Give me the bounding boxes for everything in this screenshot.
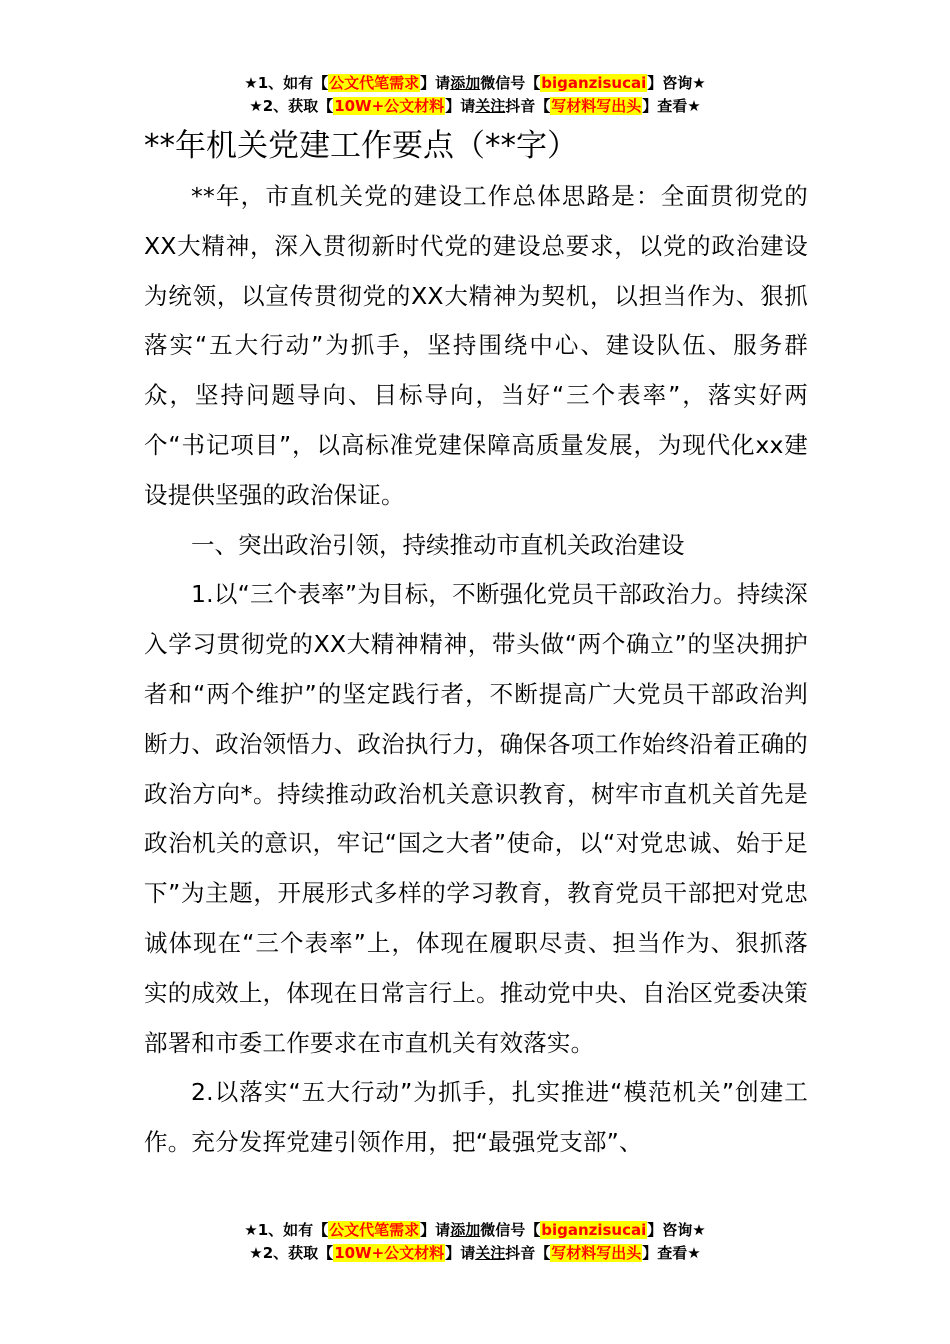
banner-text: 】请 bbox=[445, 1244, 476, 1262]
banner-text: 】查看★ bbox=[642, 97, 701, 115]
highlight-materials: 10W+公文材料 bbox=[334, 97, 445, 115]
banner-text: ★1、如有【 bbox=[244, 74, 329, 92]
underlined-text: 添加 bbox=[450, 74, 481, 92]
banner-text: 】请 bbox=[420, 74, 451, 92]
banner-text: ★1、如有【 bbox=[244, 1221, 329, 1239]
highlight-service: 公文代笔需求 bbox=[329, 1221, 420, 1239]
intro-paragraph: **年，市直机关党的建设工作总体思路是：全面贯彻党的XX大精神，深入贯彻新时代党的建设总要求，以党的政治建设为统领，以宣传贯彻党的XX大精神为契机，以担当作为、狠抓落实“五大行动”为抓手，坚持围绕中心、建设队伍、服务群众，坚持问题导向、目标导向，当好“三个表率”，落实好两个“书记项目”，以高标准党建保障高质量发展，为现代化xx建设提供坚强的政治保证。 bbox=[144, 182, 808, 509]
highlight-wechat-id: biganzisucai bbox=[541, 74, 647, 92]
bottom-banner bbox=[0, 1219, 950, 1265]
banner-text: 抖音【 bbox=[505, 97, 551, 115]
banner-text: 】咨询★ bbox=[647, 1221, 706, 1239]
banner-text: ★2、获取【 bbox=[249, 97, 334, 115]
banner-line-1 bbox=[0, 1219, 950, 1242]
banner-text: 】请 bbox=[420, 1221, 451, 1239]
item-paragraph-2: 2.以落实“五大行动”为抓手，扎实推进“模范机关”创建工作。充分发挥党建引领作用，把“最强党支部”、 bbox=[144, 1078, 808, 1157]
top-banner bbox=[0, 72, 950, 118]
banner-text: ★2、获取【 bbox=[249, 1244, 334, 1262]
item-paragraph-1: 1.以“三个表率”为目标，不断强化党员干部政治力。持续深入学习贯彻党的XX大精神精神，带头做“两个确立”的坚决拥护者和“两个维护”的坚定践行者，不断提高广大党员干部政治判断力、政治领悟力、政治执行力，确保各项工作始终沿着正确的政治方向*。持续推动政治机关意识教育，树牢市直机关首先是政治机关的意识，牢记“国之大者”使命，以“对党忠诚、始于足下”为主题，开展形式多样的学习教育，教育党员干部把对党忠诚体现在“三个表率”上，体现在履职尽责、担当作为、狠抓落实的成效上，体现在日常言行上。推动党中央、自治区党委决策部署和市委工作要求在市直机关有效落实。 bbox=[144, 580, 808, 1057]
highlight-service: 公文代笔需求 bbox=[329, 74, 420, 92]
highlight-wechat-id: biganzisucai bbox=[541, 1221, 647, 1239]
banner-text: 抖音【 bbox=[505, 1244, 551, 1262]
highlight-douyin-id: 写材料写出头 bbox=[551, 1244, 642, 1262]
highlight-materials: 10W+公文材料 bbox=[334, 1244, 445, 1262]
underlined-text: 添加 bbox=[450, 1221, 481, 1239]
banner-text: 】查看★ bbox=[642, 1244, 701, 1262]
document-body bbox=[144, 124, 808, 1168]
banner-text: 微信号【 bbox=[480, 1221, 541, 1239]
banner-text: 微信号【 bbox=[480, 74, 541, 92]
banner-text: 】咨询★ bbox=[647, 74, 706, 92]
underlined-text: 关注 bbox=[475, 1244, 506, 1262]
banner-line-2 bbox=[0, 95, 950, 118]
banner-line-1 bbox=[0, 72, 950, 95]
banner-text: 】请 bbox=[445, 97, 476, 115]
section-heading: 一、突出政治引领，持续推动市直机关政治建设 bbox=[191, 530, 685, 559]
banner-line-2 bbox=[0, 1242, 950, 1265]
underlined-text: 关注 bbox=[475, 97, 506, 115]
document-title: **年机关党建工作要点（**字） bbox=[144, 128, 578, 164]
highlight-douyin-id: 写材料写出头 bbox=[551, 97, 642, 115]
